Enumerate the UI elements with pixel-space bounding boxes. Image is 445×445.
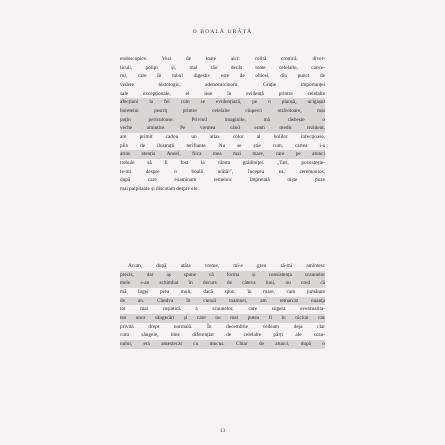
highlighted-text-line: buretelui pestriț printre celelalte ciuperci otrăvitoare, mai	[120, 107, 325, 114]
text-line: cum sângele, bine diferențiat de celelalte părți ale scau-	[120, 332, 325, 339]
text-line: trebuie să fi fost la vârsta grădiniței. „Tati, povestește-	[120, 159, 325, 166]
text-line: sale excepționale, el iese în evidență printre celelalte	[120, 90, 325, 97]
text-line: mă îngel prea mult, dacă spun, în mare, cam jumătate	[120, 288, 325, 295]
running-header: O BOALĂ URÂTĂ	[192, 29, 253, 35]
text-line: vedere histologic, adenocarcinom. Grație importanței	[120, 81, 325, 88]
text-line: ticuli, polipi și, mai rău decât toate celelalte, cance-	[120, 64, 325, 71]
highlighted-text-line: veche amintire. Pe vremea când eram medic rezident,	[120, 125, 325, 132]
text-line: te-mi despre o boală urâtă!", începea ea, ceremonios,	[120, 168, 325, 175]
highlighted-text-line: mele s-au schimbat în decurs de câteva luni, nu cred că	[120, 280, 325, 287]
highlighted-text-line: precis, dar aș spune că forma și consistența scaunelor	[120, 271, 325, 278]
text-line: tot mai roșiatică a scaunelor, care sugera eventualita-	[120, 306, 325, 313]
paragraph-2	[120, 262, 325, 349]
highlighted-text-line: atras atenția Annei, fiica mea mai mare, care pe atunci	[120, 151, 325, 158]
text-line: endoscopice. Vezi de toate aici: colită cronică, diver-	[120, 56, 325, 62]
text-line: rul, care în tubul digestiv este de obicei, din punct de	[120, 73, 325, 80]
highlighted-text-line: afecțiuni la fel cum se evidențiază, pe o planșă, ucigașul	[120, 99, 325, 106]
text-line: privită drept normală. În decembrie vedeam deja clar	[120, 323, 325, 330]
text-line: Acum, după atâta vreme, mi-e greu să-mi amintesc	[128, 263, 325, 269]
text-line: după care examinam temeinic împreună niște poze	[120, 177, 325, 184]
highlighted-text-line: puțin periculoase. Privind imaginile, mă răsbește o	[120, 116, 325, 123]
paragraph-1	[120, 55, 325, 194]
text-line: am primit cadou un atlas color al bolilor infecțioase,	[120, 133, 325, 140]
highlighted-text-line: tea unor sângerări și care nu mai putea fi în niciun caz	[120, 314, 325, 321]
highlighted-text-line: de an. Cândva în cursul toamnei, am remarcat nuanța	[120, 297, 325, 304]
text-line: mai palpitante și discutam despre ele.	[120, 185, 199, 192]
page-number: 13	[219, 428, 226, 434]
highlighted-text-line: nului, era amestecat cu mucus. Chiar de atunci, după o	[120, 340, 325, 347]
text-line: plin de ilustrații terifiante. Nu se știe cum, cartea i-a	[120, 142, 325, 149]
